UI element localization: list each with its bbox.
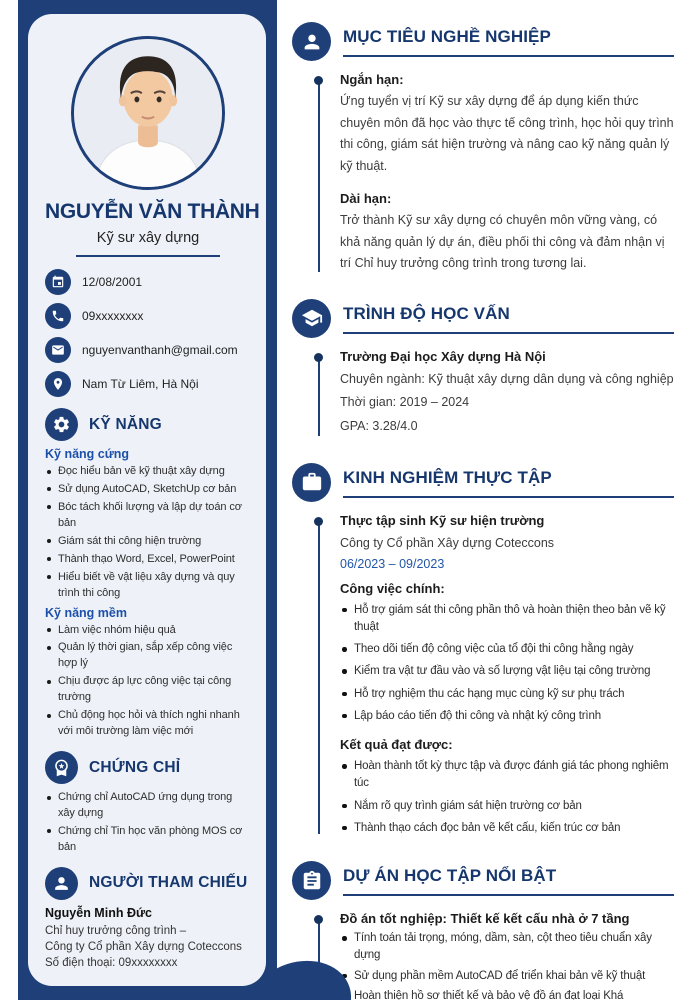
soft-skills-list <box>58 623 251 741</box>
timeline-line <box>318 355 320 436</box>
sidebar <box>28 14 266 986</box>
reference-line: Công ty Cổ phần Xây dựng Coteccons <box>45 940 242 953</box>
contact-row-location <box>45 371 251 397</box>
objective-body <box>318 72 674 275</box>
work-period: 06/2023 – 09/2023 <box>340 556 445 571</box>
reference-line: Số điện thoại: 09xxxxxxxx <box>45 957 178 969</box>
soft-skills-label: Kỹ năng mềm <box>45 605 127 620</box>
timeline-line <box>318 78 320 272</box>
skills-header <box>45 408 251 441</box>
section-objective <box>292 22 674 275</box>
profile-photo <box>71 36 225 190</box>
person-icon <box>292 22 331 61</box>
short-term-text: Ứng tuyển vị trí Kỹ sư xây dựng để áp dụng kiến thức chuyên môn đã học vào thực tế công trình, học hỏi quy trình thi công, giám sát hiện trường và nâng cao kỹ năng quản lý kỹ thuật. <box>340 94 674 173</box>
list-item: Sử dụng phần mềm AutoCAD để triển khai bản vẽ kỹ thuật <box>354 968 674 985</box>
email-text: nguyenvanthanh@gmail.com <box>82 343 238 357</box>
list-item: Hỗ trợ giám sát thi công phần thô và hoàn thiện theo bản vẽ kỹ thuật <box>354 602 674 637</box>
hard-skills-list <box>58 464 251 602</box>
list-item: Hỗ trợ nghiệm thu các hạng mục cùng kỹ sư phụ trách <box>354 686 674 703</box>
certificates-heading: CHỨNG CHỈ <box>89 758 181 776</box>
education-body <box>318 349 674 439</box>
avatar <box>74 39 222 187</box>
divider <box>76 255 220 257</box>
list-item: Chứng chỉ Tin học văn phòng MOS cơ bản <box>58 824 251 856</box>
list-item: Hiểu biết về vật liệu xây dựng và quy trình thi công <box>58 570 251 602</box>
location-icon <box>45 371 71 397</box>
medal-icon <box>45 751 78 784</box>
reference-details <box>45 923 251 971</box>
long-term-label: Dài hạn: <box>340 191 392 206</box>
tasks-label: Công việc chính: <box>340 580 445 596</box>
contact-list <box>45 269 251 397</box>
list-item: Nắm rõ quy trình giám sát hiện trường cơ bản <box>354 798 674 815</box>
experience-heading: KINH NGHIỆM THỰC TẬP <box>343 467 552 487</box>
briefcase-icon <box>292 463 331 502</box>
email-icon <box>45 337 71 363</box>
list-item: Chủ động học hỏi và thích nghi nhanh với môi trường làm việc mới <box>58 708 251 740</box>
hard-skills-label: Kỹ năng cứng <box>45 447 130 461</box>
main-column <box>292 22 674 1000</box>
list-item: Theo dõi tiến độ công việc của tổ đội thi công hằng ngày <box>354 641 674 658</box>
list-item: Thành thạo cách đọc bản vẽ kết cấu, kiến trúc cơ bản <box>354 820 674 837</box>
section-projects <box>292 861 674 1000</box>
section-experience <box>292 463 674 837</box>
school-name: Trường Đại học Xây dựng Hà Nội <box>340 349 674 364</box>
tasks-list <box>354 602 674 726</box>
list-item: Thành thạo Word, Excel, PowerPoint <box>58 552 251 568</box>
project-list <box>354 930 674 1000</box>
reference-heading: NGƯỜI THAM CHIẾU <box>89 874 248 892</box>
reference-name: Nguyễn Minh Đức <box>45 905 152 920</box>
job-role: Thực tập sinh Kỹ sư hiện trường <box>340 513 674 528</box>
results-list <box>354 758 674 837</box>
graduation-cap-icon <box>292 299 331 338</box>
phone-text: 09xxxxxxxx <box>82 309 144 323</box>
timeline-line <box>318 519 320 834</box>
skills-heading: KỸ NĂNG <box>89 415 162 433</box>
certificates-list <box>58 790 251 856</box>
gear-icon <box>45 408 78 441</box>
list-item: Quản lý thời gian, sắp xếp công việc hợp lý <box>58 640 251 672</box>
projects-heading: DỰ ÁN HỌC TẬP NỔI BẬT <box>343 866 557 885</box>
certificates-header <box>45 751 251 784</box>
short-term-label: Ngắn hạn: <box>340 72 674 87</box>
contact-row-phone <box>45 303 251 329</box>
list-item: Hoàn thành tốt kỳ thực tập và được đánh giá tác phong nghiêm túc <box>354 758 674 793</box>
calendar-icon <box>45 269 71 295</box>
location-text: Nam Từ Liêm, Hà Nội <box>82 377 199 391</box>
education-period: Thời gian: 2019 – 2024 <box>340 395 470 410</box>
objective-header <box>292 22 674 61</box>
clipboard-icon <box>292 861 331 900</box>
company-name: Công ty Cổ phần Xây dựng Coteccons <box>340 535 555 550</box>
list-item: Sử dụng AutoCAD, SketchUp cơ bản <box>58 482 251 498</box>
list-item: Kiểm tra vật tư đầu vào và số lượng vật liệu tại công trường <box>354 663 674 680</box>
results-label: Kết quả đạt được: <box>340 737 453 752</box>
section-education <box>292 299 674 439</box>
reference-line: Chỉ huy trưởng công trình – <box>45 924 187 937</box>
candidate-name: NGUYỄN VĂN THÀNH <box>45 200 260 223</box>
list-item: Tính toán tải trọng, móng, dầm, sàn, cột theo tiêu chuẩn xây dựng <box>354 930 674 965</box>
education-heading: TRÌNH ĐỘ HỌC VẤN <box>343 303 510 323</box>
experience-body <box>318 513 674 837</box>
candidate-title: Kỹ sư xây dựng <box>96 230 200 246</box>
phone-icon <box>45 303 71 329</box>
projects-header <box>292 861 674 900</box>
list-item: Chứng chỉ AutoCAD ứng dụng trong xây dựng <box>58 790 251 822</box>
list-item: Làm việc nhóm hiệu quả <box>58 623 251 639</box>
reference-header <box>45 867 251 900</box>
list-item: Hoàn thiện hồ sơ thiết kế và bảo vệ đồ án đạt loại Khá <box>354 988 674 1000</box>
birthdate-text: 12/08/2001 <box>82 275 143 289</box>
project-title: Đồ án tốt nghiệp: Thiết kế kết cấu nhà ở 7 tầng <box>340 911 674 926</box>
education-header <box>292 299 674 338</box>
long-term-text: Trở thành Kỹ sư xây dựng có chuyên môn vững vàng, có khả năng quản lý dự án, điều phối thi công và đảm nhận vị trí Chỉ huy trưởng công trình trong tương lai. <box>340 213 665 270</box>
contact-row-email <box>45 337 251 363</box>
person-icon <box>45 867 78 900</box>
education-gpa: GPA: 3.28/4.0 <box>340 419 418 433</box>
education-major: Chuyên ngành: Kỹ thuật xây dựng dân dụng và công nghiệp <box>340 371 674 386</box>
list-item: Giám sát thi công hiện trường <box>58 534 251 550</box>
experience-header <box>292 463 674 502</box>
list-item: Bóc tách khối lượng và lập dự toán cơ bản <box>58 500 251 532</box>
projects-body <box>318 911 674 1000</box>
list-item: Đọc hiểu bản vẽ kỹ thuật xây dựng <box>58 464 251 480</box>
objective-heading: MỤC TIÊU NGHỀ NGHIỆP <box>343 27 551 46</box>
contact-row-birthdate <box>45 269 251 295</box>
list-item: Lập báo cáo tiến độ thi công và nhật ký công trình <box>354 708 674 725</box>
list-item: Chịu được áp lực công việc tại công trường <box>58 674 251 706</box>
